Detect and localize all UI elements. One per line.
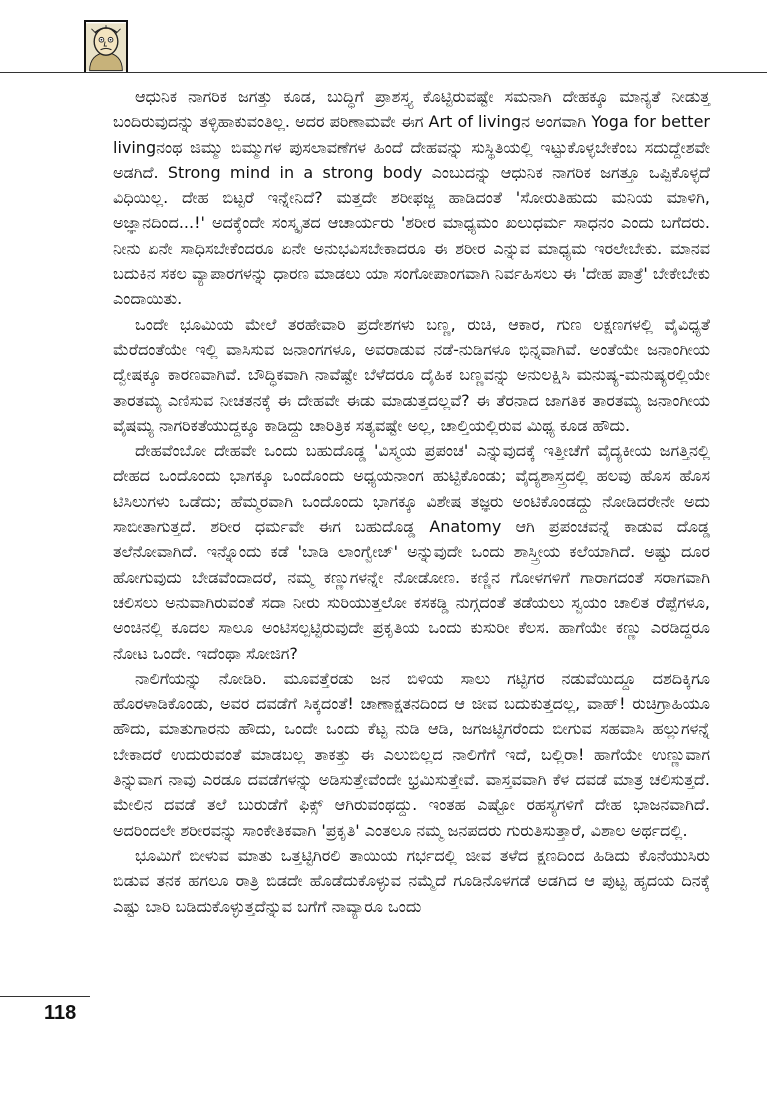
paragraph: ದೇಹವೆಂಬೋ ದೇಹವೇ ಒಂದು ಬಹುದೊಡ್ಡ 'ವಿಸ್ಮಯ ಪ್ರಪಂಚ' ಎನ್ನುವುದಕ್ಕೆ ಇತ್ತೀಚೆಗೆ ವೈದ್ಯಕೀಯ ಜಗತ್ತಿನಲ್ಲಿ ದೇಹದ ಒಂದೊಂದು ಭಾಗಕ್ಕೂ ಒಂದೊಂದು ಅಧ್ಯಯನಾಂಗ ಹುಟ್ಟಿಕೊಂಡು; ವೈದ್ಯಶಾಸ್ತ್ರದಲ್ಲಿ ಹಲವು ಹೊಸ ಹೊಸ ಟಿಸಿಲುಗಳು ಒಡೆದು; ಹೆಮ್ಮರವಾಗಿ ಒಂದೊಂದು ಭಾಗಕ್ಕೂ ವಿಶೇಷ ತಜ್ಞರು ಅಂಟಿಕೊಂಡದ್ದು ನೋಡಿದರೇನೇ ಅದು ಸಾಬೀತಾಗುತ್ತದೆ. ಶರೀರ ಧರ್ಮವೇ ಈಗ ಬಹುದೊಡ್ಡ Anatomy ಆಗಿ ಪ್ರಪಂಚವನ್ನೆ ಕಾಡುವ ದೊಡ್ಡ ತಲೆನೋವಾಗಿದೆ. ಇನ್ನೊಂದು ಕಡೆ 'ಬಾಡಿ ಲಾಂಗ್ವೇಜ್' ಅನ್ನುವುದೇ ಒಂದು ಶಾಸ್ತ್ರೀಯ ಕಲೆಯಾಗಿದೆ. ಅಷ್ಟು ದೂರ ಹೋಗುವುದು ಬೇಡವೆಂದಾದರೆ, ನಮ್ಮ ಕಣ್ಣುಗಳನ್ನೇ ನೋಡೋಣ. ಕಣ್ಣಿನ ಗೋಳಗಳಿಗೆ ಗಾರಾಗದಂತೆ ಸರಾಗವಾಗಿ ಚಲಿಸಲು ಅನುವಾಗಿರುವಂತೆ ಸದಾ ನೀರು ಸುರಿಯುತ್ತಲೋ ಕಸಕಡ್ಡಿ ನುಗ್ಗದಂತೆ ತಡೆಯಲು ಸ್ವಯಂ ಚಾಲಿತ ರೆಪ್ಪೆಗಳೂ, ಅಂಚಿನಲ್ಲಿ ಕೂದಲ ಸಾಲೂ ಅಂಟಿಸಲ್ಪಟ್ಟಿರುವುದೇ ಪ್ರಕೃತಿಯ ಒಂದು ಕುಸುರೀ ಕೆಲಸ. ಹಾಗೆಯೇ ಕಣ್ಣು ಎರಡಿದ್ದರೂ ನೋಟ ಒಂದೇ. ಇದೆಂಥಾ ಸೋಜಿಗ?	[113, 441, 710, 663]
header-rule	[0, 72, 767, 73]
cartoon-face-icon	[86, 22, 126, 72]
paragraph: ಆಧುನಿಕ ನಾಗರಿಕ ಜಗತ್ತು ಕೂಡ, ಬುದ್ಧಿಗೆ ಪ್ರಾಶಸ್ತ್ಯ ಕೊಟ್ಟಿರುವಷ್ಟೇ ಸಮನಾಗಿ ದೇಹಕ್ಕೂ ಮಾನ್ಯತೆ ನೀಡುತ್ತ ಬಂದಿರುವುದನ್ನು ತಳ್ಳಿಹಾಕುವಂತಿಲ್ಲ. ಅದರ ಪರಿಣಾಮವೇ ಈಗ Art of livingನ ಅಂಗವಾಗಿ Yoga for better livingನಂಥ ಜಿಮ್ಮು ಬಿಮ್ಮುಗಳ ಪುಸಲಾವಣೆಗಳ ಹಿಂದೆ ದೇಹವನ್ನು ಸುಸ್ಥಿತಿಯಲ್ಲಿ ಇಟ್ಟುಕೊಳ್ಳಬೇಕೆಂಬ ಸದುದ್ದೇಶವೇ ಅಡಗಿದೆ. Strong mind in a strong body ಎಂಬುದನ್ನು ಆಧುನಿಕ ನಾಗರಿಕ ಜಗತ್ತೂ ಒಪ್ಪಿಕೊಳ್ಳದೆ ವಿಧಿಯಿಲ್ಲ. ದೇಹ ಬಿಟ್ಟರೆ ಇನ್ನೇನಿದೆ? ಮತ್ತದೇ ಶರೀಫಜ್ಜ ಹಾಡಿದಂತೆ 'ಸೋರುತಿಹುದು ಮನಿಯ ಮಾಳಿಗಿ, ಅಜ್ಞಾನದಿಂದ...!' ಅದಕ್ಕೆಂದೇ ಸಂಸ್ಕೃತದ ಆಚಾರ್ಯರು 'ಶರೀರ ಮಾಧ್ಯಮಂ ಖಲುಧರ್ಮ ಸಾಧನಂ ಎಂದು ಬಗೆದರು. ನೀನು ಏನೇ ಸಾಧಿಸಬೇಕೆಂದರೂ ಏನೇ ಅನುಭವಿಸಬೇಕಾದರೂ ಈ ಶರೀರ ಎನ್ನುವ ಮಾಧ್ಯಮ ಇರಲೇಬೇಕು. ಮಾನವ ಬದುಕಿನ ಸಕಲ ವ್ಯಾಪಾರಗಳನ್ನು ಧಾರಣ ಮಾಡಲು ಯಾ ಸಂಗೋಪಾಂಗವಾಗಿ ನಿರ್ವಹಿಸಲು ಈ 'ದೇಹ ಪಾತ್ರೆ' ಬೇಕೇಬೇಕು ಎಂದಾಯಿತು.	[113, 87, 710, 309]
paragraph: ನಾಲಿಗೆಯನ್ನು ನೋಡಿರಿ. ಮೂವತ್ತೆರಡು ಜನ ಬಿಳಿಯ ಸಾಲು ಗಟ್ಟಿಗರ ನಡುವೆಯಿದ್ದೂ ದಶದಿಕ್ಕಿಗೂ ಹೊರಳಾಡಿಕೊಂಡು, ಅವರ ದವಡೆಗೆ ಸಿಕ್ಕದಂತೆ! ಚಾಣಾಕ್ಷತನದಿಂದ ಆ ಜೀವ ಬದುಕುತ್ತದಲ್ಲ, ವಾಹ್! ರುಚಿಗ್ರಾಹಿಯೂ ಹೌದು, ಮಾತುಗಾರನು ಹೌದು, ಒಂದೇ ಒಂದು ಕೆಟ್ಟ ನುಡಿ ಆಡಿ, ಜಗಜಟ್ಟಿಗರೆಂದು ಬೀಗುವ ಸಹವಾಸಿ ಹಲ್ಲುಗಳನ್ನೆ ಬೇಕಾದರೆ ಉದುರುವಂತೆ ಮಾಡಬಲ್ಲ ತಾಕತ್ತು ಈ ಎಲುಬಿಲ್ಲದ ನಾಲಿಗೆಗೆ ಇದೆ, ಬಲ್ಲಿರಾ! ಹಾಗೆಯೇ ಉಣ್ಣುವಾಗ ತಿನ್ನುವಾಗ ನಾವು ಎರಡೂ ದವಡೆಗಳನ್ನು ಅಡಿಸುತ್ತೇವೆಂದೇ ಭ್ರಮಿಸುತ್ತೇವೆ. ವಾಸ್ತವವಾಗಿ ಕೆಳ ದವಡೆ ಮಾತ್ರ ಚಲಿಸುತ್ತದೆ. ಮೇಲಿನ ದವಡೆ ತಲೆ ಬುರುಡೆಗೆ ಫಿಕ್ಸ್ ಆಗಿರುವಂಥದ್ದು. ಇಂತಹ ಎಷ್ಟೋ ರಹಸ್ಯಗಳಿಗೆ ದೇಹ ಭಾಜನವಾಗಿದೆ. ಅದರಿಂದಲೇ ಶರೀರವನ್ನು ಸಾಂಕೇತಿಕವಾಗಿ 'ಪ್ರಕೃತಿ' ಎಂತಲೂ ನಮ್ಮ ಜನಪದರು ಗುರುತಿಸುತ್ತಾರೆ, ವಿಶಾಲ ಅರ್ಥದಲ್ಲಿ.	[113, 668, 710, 840]
footer-rule	[0, 996, 90, 997]
page-number: 118	[44, 1002, 77, 1024]
body-text	[113, 84, 710, 919]
paragraph: ಭೂಮಿಗೆ ಬೀಳುವ ಮಾತು ಒತ್ತಟ್ಟಿಗಿರಲಿ ತಾಯಿಯ ಗರ್ಭದಲ್ಲಿ ಜೀವ ತಳೆದ ಕ್ಷಣದಿಂದ ಹಿಡಿದು ಕೊನೆಯುಸಿರು ಬಿಡುವ ತನಕ ಹಗಲೂ ರಾತ್ರಿ ಬಿಡದೇ ಹೊಡೆದುಕೊಳ್ಳುವ ನಮ್ಮೆದೆ ಗೂಡಿನೊಳಗಡೆ ಅಡಗಿದ ಆ ಪುಟ್ಟ ಹೃದಯ ದಿನಕ್ಕೆ ಎಷ್ಟು ಬಾರಿ ಬಡಿದುಕೊಳ್ಳುತ್ತದೆನ್ನುವ ಬಗೆಗೆ ನಾವ್ಯಾರೂ ಒಂದು	[113, 845, 710, 916]
paragraph: ಒಂದೇ ಭೂಮಿಯ ಮೇಲೆ ತರಹೇವಾರಿ ಪ್ರದೇಶಗಳು ಬಣ್ಣ, ರುಚಿ, ಆಕಾರ, ಗುಣ ಲಕ್ಷಣಗಳಲ್ಲಿ ವೈವಿಧ್ಯತೆ ಮೆರೆದಂತೆಯೇ ಇಲ್ಲಿ ವಾಸಿಸುವ ಜನಾಂಗಗಳೂ, ಅವರಾಡುವ ನಡೆ-ನುಡಿಗಳೂ ಭಿನ್ನವಾಗಿವೆ. ಅಂತೆಯೇ ಜನಾಂಗೀಯ ದ್ವೇಷಕ್ಕೂ ಕಾರಣವಾಗಿವೆ. ಬೌದ್ಧಿಕವಾಗಿ ನಾವೆಷ್ಟೇ ಬೆಳೆದರೂ ದೈಹಿಕ ಬಣ್ಣವನ್ನು ಅನುಲಕ್ಷಿಸಿ ಮನುಷ್ಯ-ಮನುಷ್ಯರಲ್ಲಿಯೇ ತಾರತಮ್ಯ ಎಣಿಸುವ ನೀಚತನಕ್ಕೆ ಈ ದೇಹವೇ ಈಡು ಮಾಡುತ್ತದಲ್ಲವೆ? ಈ ತೆರನಾದ ಜಾಗತಿಕ ತಾರತಮ್ಯ ಜನಾಂಗೀಯ ವೈಷಮ್ಯ ನಾಗರಿಕತೆಯುದ್ದಕ್ಕೂ ಕಾಡಿದ್ದು ಚಾರಿತ್ರಿಕ ಸತ್ಯವಷ್ಟೇ ಅಲ್ಲ, ಚಾಲ್ತಿಯಲ್ಲಿರುವ ಮಿಥ್ಯ ಕೂಡ ಹೌದು.	[113, 314, 710, 435]
logo	[84, 20, 128, 72]
